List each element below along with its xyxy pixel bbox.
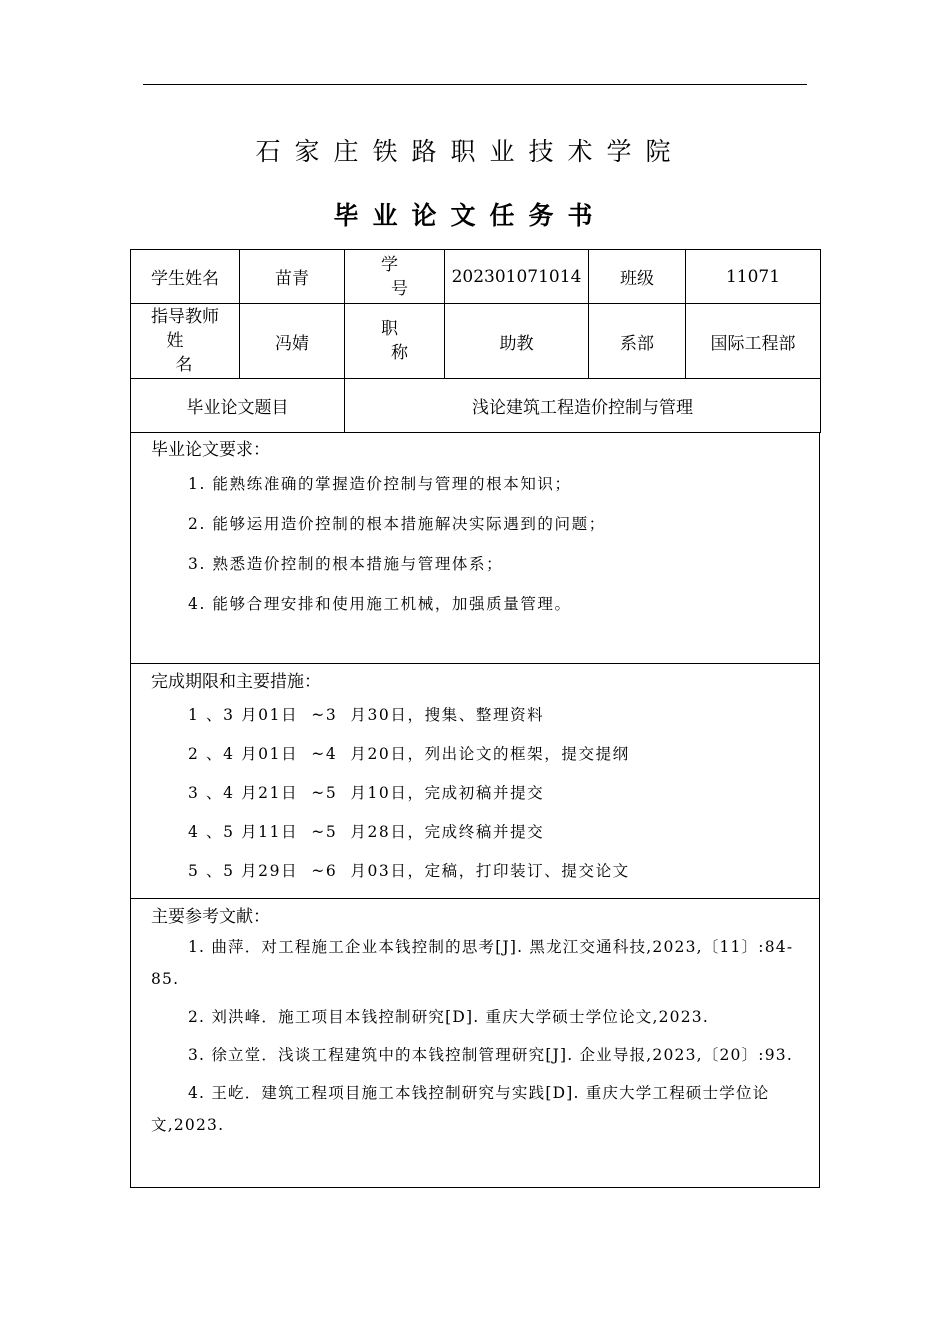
student-id-label xyxy=(345,250,445,304)
title-label xyxy=(345,304,445,379)
class-label: 班级 xyxy=(589,250,686,304)
thesis-topic: 浅论建筑工程造价控制与管理 xyxy=(345,379,821,433)
requirement-item: 3. 熟悉造价控制的根本措施与管理体系； xyxy=(188,555,504,573)
advisor-label xyxy=(131,304,240,379)
advisor-label-3: 名 xyxy=(175,355,193,375)
document-title: 毕业论文任务书 xyxy=(333,201,607,230)
requirements-section xyxy=(130,432,820,664)
class-value: 11071 xyxy=(686,250,821,304)
advisor-title: 助教 xyxy=(445,304,589,379)
reference-item: 2. 刘洪峰．施工项目本钱控制研究[D]. 重庆大学硕士学位论文,2023. xyxy=(188,1008,709,1026)
schedule-item: 5 、5 月29日 ~6 月03日，定稿，打印装订、提交论文 xyxy=(188,862,630,880)
references-heading: 主要参考文献： xyxy=(151,907,270,927)
dept-label: 系部 xyxy=(589,304,686,379)
advisor-name: 冯婧 xyxy=(240,304,345,379)
header-rule xyxy=(143,84,807,85)
reference-item: 1. 曲萍．对工程施工企业本钱控制的思考[J]. 黑龙江交通科技,2023,〔11〕:84-85. xyxy=(151,938,794,988)
requirements-heading: 毕业论文要求： xyxy=(151,440,270,460)
reference-item: 3. 徐立堂．浅谈工程建筑中的本钱控制管理研究[J]. 企业导报,2023,〔20〕:93. xyxy=(188,1046,793,1064)
requirement-item: 1. 能熟练准确的掌握造价控制与管理的根本知识； xyxy=(188,475,572,493)
info-table xyxy=(130,249,821,433)
advisor-label-1: 指导教师 xyxy=(151,307,219,327)
student-name: 苗青 xyxy=(240,250,345,304)
schedule-item: 4 、5 月11日 ~5 月28日，完成终稿并提交 xyxy=(188,823,545,841)
advisor-label-2: 姓 xyxy=(166,331,184,351)
student-id: 202301071014 xyxy=(445,250,589,304)
schedule-heading: 完成期限和主要措施： xyxy=(151,672,321,692)
schedule-section xyxy=(130,664,820,899)
title-label-1: 职 xyxy=(381,319,398,339)
student-name-label: 学生姓名 xyxy=(131,250,240,304)
student-id-label-1: 学 xyxy=(381,254,398,275)
references-section xyxy=(130,898,820,1188)
schedule-item: 1 、3 月01日 ~3 月30日，搜集、整理资料 xyxy=(188,706,545,724)
requirement-item: 4. 能够合理安排和使用施工机械，加强质量管理。 xyxy=(188,595,572,613)
title-label-2: 称 xyxy=(391,343,408,363)
dept-value: 国际工程部 xyxy=(686,304,821,379)
schedule-item: 2 、4 月01日 ~4 月20日，列出论文的框架，提交提纲 xyxy=(188,745,630,763)
reference-item: 4. 王屹．建筑工程项目施工本钱控制研究与实践[D]. 重庆大学工程硕士学位论文,2023. xyxy=(151,1084,770,1134)
student-id-label-2: 号 xyxy=(391,278,408,299)
college-name: 石家庄铁路职业技术学院 xyxy=(255,137,685,166)
schedule-item: 3 、4 月21日 ~5 月10日，完成初稿并提交 xyxy=(188,784,545,802)
requirement-item: 2. 能够运用造价控制的根本措施解决实际遇到的问题； xyxy=(188,515,606,533)
thesis-topic-label: 毕业论文题目 xyxy=(131,379,345,433)
